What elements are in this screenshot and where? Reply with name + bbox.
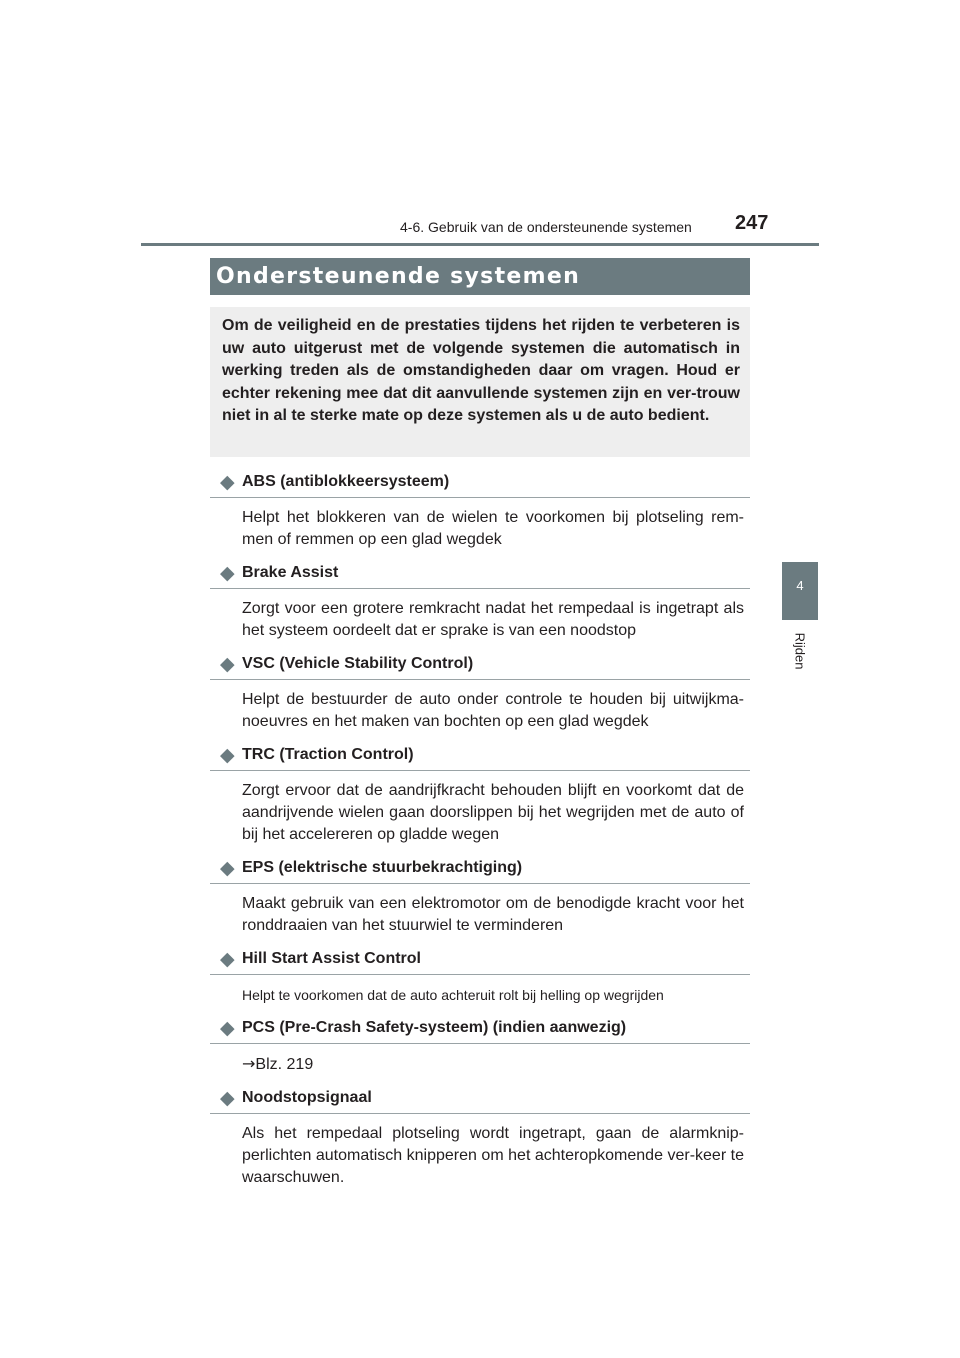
item-heading-text: TRC (Traction Control) bbox=[242, 746, 414, 763]
item-heading-text: Brake Assist bbox=[242, 564, 339, 581]
page-reference-link[interactable]: Blz. 219 bbox=[255, 1056, 314, 1073]
item-heading bbox=[210, 1016, 750, 1044]
item-heading-text: VSC (Vehicle Stability Control) bbox=[242, 655, 474, 672]
list-item-eps bbox=[210, 856, 750, 937]
item-heading bbox=[210, 470, 750, 498]
item-description: Als het rempedaal plotseling wordt ingetrapt, gaan de alarmknip-perlichten automatisch knipperen om het achteropkomende ver-keer te waarschuwen. bbox=[242, 1125, 744, 1186]
item-heading-text: PCS (Pre-Crash Safety-systeem) (indien aanwezig) bbox=[242, 1019, 627, 1036]
item-heading bbox=[210, 652, 750, 680]
item-description: Helpt te voorkomen dat de auto achteruit rolt bij helling op wegrijden bbox=[242, 987, 664, 1003]
item-heading-text: ABS (antiblokkeersysteem) bbox=[242, 473, 450, 490]
list-item-abs bbox=[210, 470, 750, 551]
item-heading-text: EPS (elektrische stuurbekrachtiging) bbox=[242, 859, 523, 876]
diamond-bullet-icon: ◆ bbox=[220, 1087, 235, 1109]
list-item-hill-start-assist bbox=[210, 947, 750, 1006]
list-item-emergency-stop-signal bbox=[210, 1086, 750, 1189]
diamond-bullet-icon: ◆ bbox=[220, 653, 235, 675]
item-heading bbox=[210, 947, 750, 975]
item-description: Zorgt ervoor dat de aandrijfkracht behouden blijft en voorkomt dat de aandrijvende wielen gaan doorslippen bij het wegrijden met de auto of bij het accelereren op gladde wegen bbox=[242, 782, 744, 843]
diamond-bullet-icon: ◆ bbox=[220, 562, 235, 584]
item-description: Helpt het blokkeren van de wielen te voorkomen bij plotseling rem-men of remmen op een glad wegdek bbox=[242, 509, 744, 548]
item-heading bbox=[210, 561, 750, 589]
item-heading bbox=[210, 743, 750, 771]
chapter-tab-label: Rijden bbox=[792, 632, 808, 670]
diamond-bullet-icon: ◆ bbox=[220, 948, 235, 970]
item-heading-text: Noodstopsignaal bbox=[242, 1089, 372, 1106]
arrow-right-icon: → bbox=[242, 1054, 256, 1073]
diamond-bullet-icon: ◆ bbox=[220, 471, 235, 493]
diamond-bullet-icon: ◆ bbox=[220, 857, 235, 879]
list-item-pcs bbox=[210, 1016, 750, 1076]
diamond-bullet-icon: ◆ bbox=[220, 744, 235, 766]
system-list bbox=[210, 470, 750, 1199]
page-number: 247 bbox=[735, 212, 769, 234]
item-description: Zorgt voor een grotere remkracht nadat het rempedaal is ingetrapt als het systeem oordeelt dat er sprake is van een noodstop bbox=[242, 600, 744, 639]
section-title-bar bbox=[210, 258, 750, 295]
item-heading bbox=[210, 856, 750, 884]
list-item-brake-assist bbox=[210, 561, 750, 642]
section-header-title: 4-6. Gebruik van de ondersteunende systemen bbox=[400, 219, 692, 235]
item-description: Helpt de bestuurder de auto onder controle te houden bij uitwijkma-noeuvres en het maken van bochten op een glad wegdek bbox=[242, 691, 744, 730]
item-heading-text: Hill Start Assist Control bbox=[242, 950, 421, 967]
list-item-trc bbox=[210, 743, 750, 846]
chapter-tab: 4 bbox=[782, 562, 818, 620]
item-description: Maakt gebruik van een elektromotor om de benodigde kracht voor het ronddraaien van het stuurwiel te verminderen bbox=[242, 895, 744, 934]
header-rule bbox=[141, 243, 819, 246]
list-item-vsc bbox=[210, 652, 750, 733]
intro-box bbox=[210, 307, 750, 457]
intro-text: Om de veiligheid en de prestaties tijdens het rijden te verbeteren is uw auto uitgerust met de volgende systemen die automatisch in werking treden als de omstandigheden daar om vragen. Houd er echter rekening mee dat dit aanvullende systemen zijn en ver-trouw niet in al te sterke mate op deze systemen als u de auto bedient. bbox=[222, 317, 740, 424]
item-description bbox=[242, 1053, 744, 1076]
item-heading bbox=[210, 1086, 750, 1114]
diamond-bullet-icon: ◆ bbox=[220, 1017, 235, 1039]
section-title: Ondersteunende systemen bbox=[216, 264, 581, 289]
